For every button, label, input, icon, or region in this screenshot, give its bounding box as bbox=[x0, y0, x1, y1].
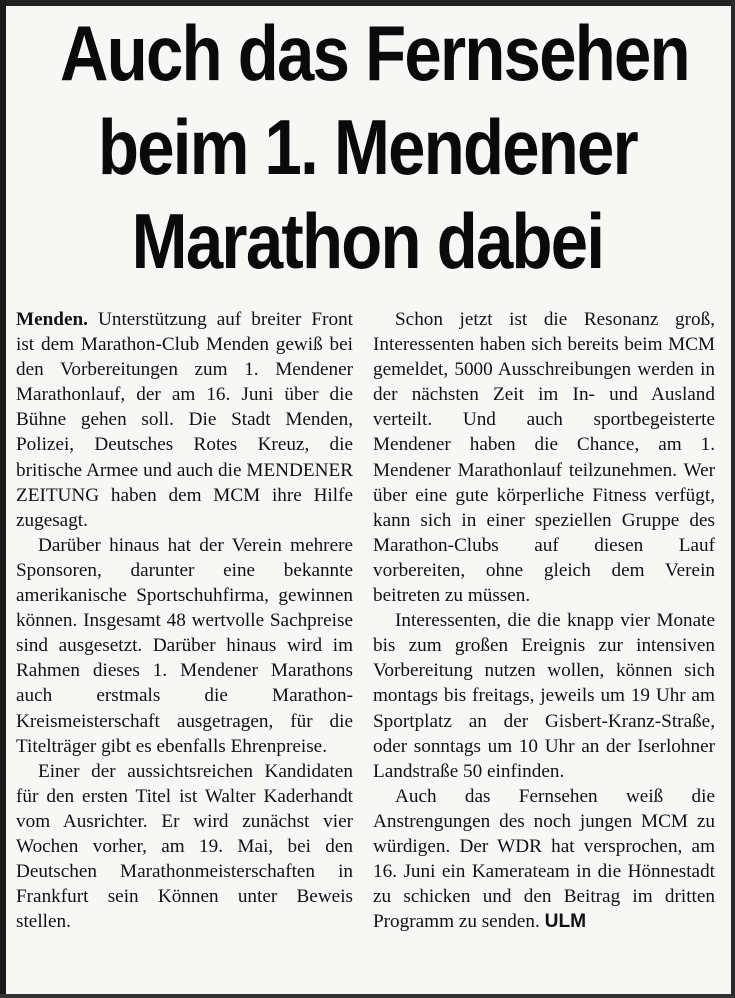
article-column-right bbox=[373, 307, 715, 997]
paragraph: Schon jetzt ist die Resonanz groß, Interessenten haben sich bereits beim MCM gemeldet, 5000 Ausschreibungen werden in der nächsten Zeit im In- und Ausland verteilt. Und auch sportbegeisterte Mendener haben die Chance, am 1. Mendener Marathonlauf teilzunehmen. Wer über eine gute körperliche Fitness verfügt, kann sich in einer speziellen Gruppe des Marathon-Clubs auf diesen Lauf vorbereiten, ohne gleich dem Verein beitreten zu müssen. bbox=[373, 309, 715, 607]
paragraph bbox=[16, 307, 353, 533]
paragraph: Interessenten, die die knapp vier Monate bis zum großen Ereignis zur intensiven Vorbereitung nutzen wollen, können sich montags bis freitags, jeweils um 19 Uhr am Sportplatz an der Gisbert-Kranz-Straße, oder sonntags um 10 Uhr an der Iserlohner Landstraße 50 einfinden. bbox=[373, 610, 715, 782]
paragraph-text: Unterstützung auf breiter Front ist dem Marathon-Club Menden gewiß bei den Vorbereitungen zum 1. Mendener Marathonlauf, der am 16. Juni über die Bühne gehen soll. Die Stadt Menden, Polizei, Deutsches Rotes Kreuz, die britische Armee und auch die MENDENER ZEITUNG haben dem MCM ihre Hilfe zugesagt. bbox=[16, 309, 353, 531]
headline-line-1: Auch das Fernsehen bbox=[60, 9, 689, 97]
paragraph-text: Auch das Fernsehen weiß die Anstrengungen des noch jungen MCM zu würdigen. Der WDR hat versprochen, am 16. Juni ein Kamerateam in die Hönnestadt zu schicken und den Beitrag im dritten Programm zu senden. bbox=[373, 785, 715, 933]
headline-line-3: Marathon dabei bbox=[131, 197, 604, 285]
author-signature: ULM bbox=[544, 911, 587, 933]
article-body bbox=[16, 307, 721, 997]
scan-border-right bbox=[731, 0, 735, 998]
scan-border-left bbox=[0, 0, 6, 998]
dateline: Menden. bbox=[16, 309, 88, 330]
paragraph bbox=[373, 784, 715, 935]
article-column-left bbox=[16, 307, 353, 997]
headline-line-2: beim 1. Mendener bbox=[97, 103, 638, 191]
headline bbox=[10, 6, 725, 288]
paragraph: Darüber hinaus hat der Verein mehrere Sponsoren, darunter eine bekannte amerikanische Sportschuhfirma, gewinnen können. Insgesamt 48 wertvolle Sachpreise sind ausgesetzt. Darüber hinaus wird im Rahmen dieses 1. Mendener Marathons auch erstmals die Marathon-Kreismeisterschaft ausgetragen, für die Titelträger gibt es ebenfalls Ehrenpreise. bbox=[16, 534, 353, 757]
paragraph: Einer der aussichtsreichen Kandidaten für den ersten Titel ist Walter Kaderhandt vom Ausrichter. Er wird zunächst vier Wochen vorher, am 19. Mai, bei den Deutschen Marathonmeisterschaften in Frankfurt sein Können unter Beweis stellen. bbox=[16, 760, 353, 933]
